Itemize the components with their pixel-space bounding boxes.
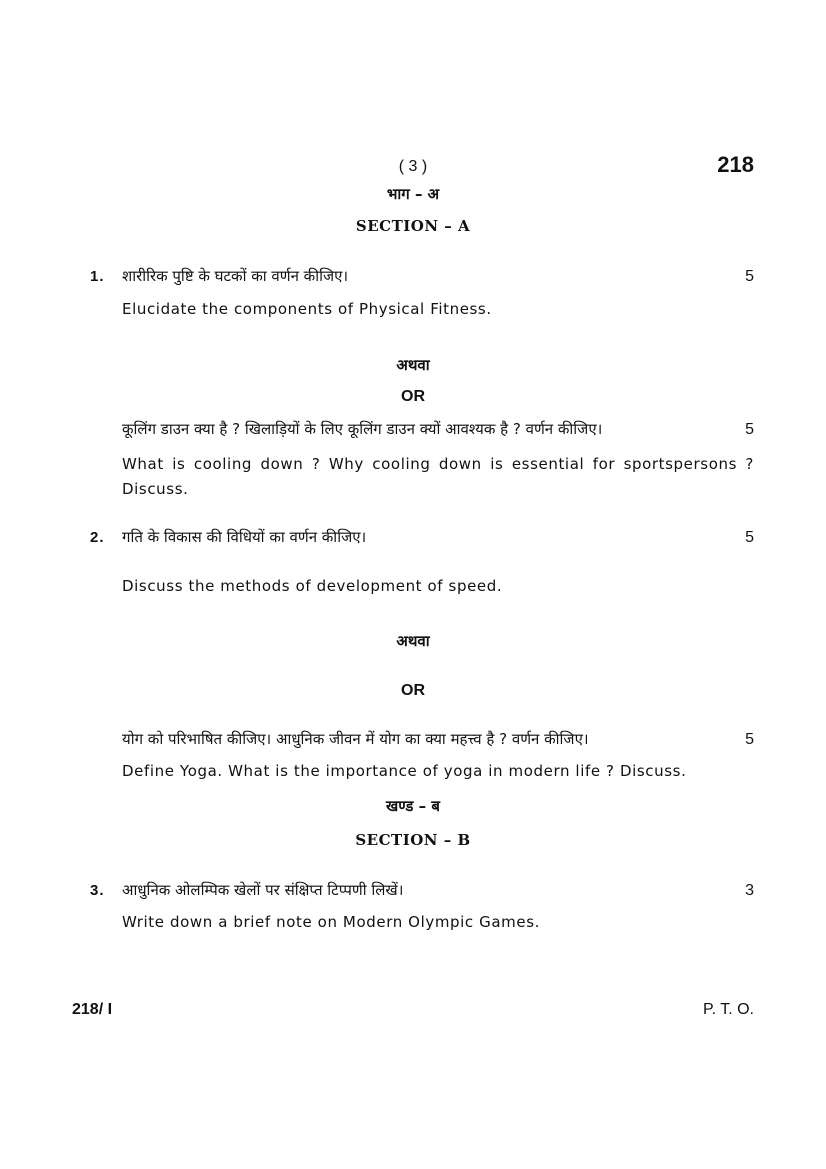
question-1-english: Elucidate the components of Physical Fitness.	[122, 300, 492, 318]
or-english-2: OR	[401, 682, 425, 699]
question-1-alt-marks: 5	[745, 421, 754, 438]
question-3-number: 3.	[90, 882, 105, 899]
section-a-heading: SECTION – A	[355, 217, 471, 235]
question-2-number: 2.	[90, 529, 105, 546]
footer-pto: P. T. O.	[703, 1001, 754, 1018]
or-hindi-1: अथवा	[396, 356, 430, 374]
question-1-number: 1.	[90, 268, 105, 285]
or-hindi-2: अथवा	[396, 632, 430, 650]
question-2-english: Discuss the methods of development of speed.	[122, 577, 503, 595]
page-number: ( 3 )	[398, 158, 428, 175]
footer-paper-code: 218/ I	[72, 1001, 113, 1018]
question-1-alt-hindi: कूलिंग डाउन क्या है ? खिलाड़ियों के लिए कूलिंग डाउन क्यों आवश्यक है ? वर्णन कीजिए।	[122, 420, 603, 438]
question-2-alt-hindi: योग को परिभाषित कीजिए। आधुनिक जीवन में योग का क्या महत्त्व है ? वर्णन कीजिए।	[122, 730, 589, 748]
question-2-alt-marks: 5	[745, 731, 754, 748]
question-1-marks: 5	[745, 268, 754, 285]
question-3-hindi: आधुनिक ओलम्पिक खेलों पर संक्षिप्त टिप्पणी लिखें।	[122, 881, 404, 899]
question-2-marks: 5	[745, 529, 754, 546]
question-3-marks: 3	[745, 882, 754, 899]
question-3-english: Write down a brief note on Modern Olympic Games.	[122, 913, 540, 931]
part-b-hindi-heading: खण्ड – ब	[386, 797, 440, 815]
or-english-1: OR	[401, 388, 425, 405]
question-1-alt-english: What is cooling down ? Why cooling down is essential for sportspersons ? Discuss.	[122, 455, 754, 498]
section-b-heading: SECTION – B	[355, 831, 471, 849]
question-1-hindi: शारीरिक पुष्टि के घटकों का वर्णन कीजिए।	[122, 267, 349, 285]
question-2-hindi: गति के विकास की विधियों का वर्णन कीजिए।	[122, 528, 367, 546]
part-a-hindi-heading: भाग – अ	[386, 185, 440, 203]
paper-code: 218	[717, 152, 754, 177]
question-2-alt-english: Define Yoga. What is the importance of yoga in modern life ? Discuss.	[122, 762, 687, 780]
